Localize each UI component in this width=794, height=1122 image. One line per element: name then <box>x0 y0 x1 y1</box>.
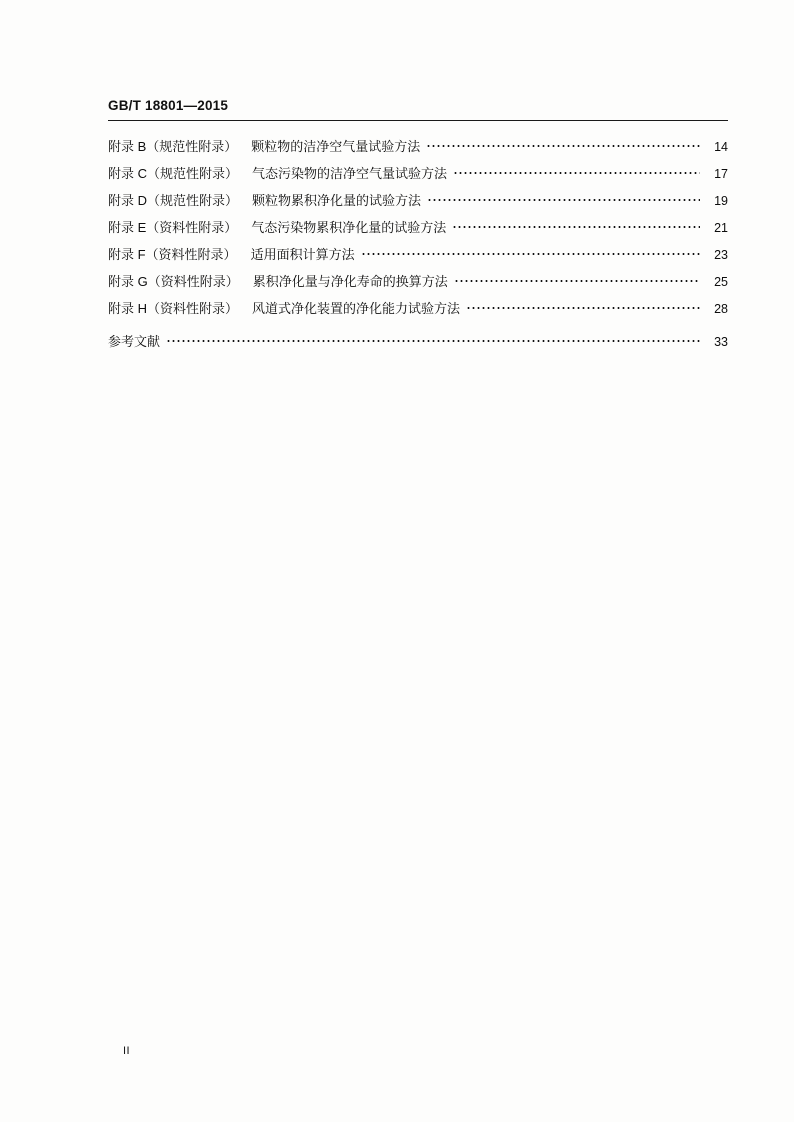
toc-entry-page: 17 <box>714 167 728 181</box>
toc-entry[interactable] <box>108 163 728 190</box>
toc-entry-page: 28 <box>714 302 728 316</box>
toc-entry-title: 气态污染物累积净化量的试验方法 <box>251 220 447 235</box>
toc-entry-page: 14 <box>714 140 728 154</box>
toc-entry-label: 附录 E（资料性附录） <box>108 220 238 235</box>
toc-entry-references[interactable] <box>108 331 728 358</box>
toc-entry-label: 附录 G（资料性附录） <box>108 274 239 289</box>
toc-entry-title: 颗粒物的洁净空气量试验方法 <box>251 139 421 154</box>
toc-entry[interactable] <box>108 298 728 325</box>
toc-leader-dots <box>454 273 700 286</box>
toc-leader-dots <box>361 246 700 259</box>
toc-entry[interactable] <box>108 217 728 244</box>
toc-entry-label: 附录 H（资料性附录） <box>108 301 239 316</box>
toc-leader-dots <box>426 138 700 151</box>
toc-leader-dots <box>466 300 700 313</box>
toc-entry[interactable] <box>108 271 728 298</box>
toc-entry-page: 25 <box>714 275 728 289</box>
page-header-standard-number: GB/T 18801—2015 <box>108 98 229 113</box>
page-number-footer: II <box>123 1045 131 1057</box>
toc-entry-label: 参考文献 <box>108 334 161 349</box>
toc-entry-title: 适用面积计算方法 <box>250 247 355 262</box>
toc-entry-page: 21 <box>714 221 728 235</box>
toc-entry-label: 附录 B（规范性附录） <box>108 139 238 154</box>
toc-leader-dots <box>166 333 700 346</box>
toc-entry-label: 附录 D（规范性附录） <box>108 193 239 208</box>
toc-leader-dots <box>427 192 700 205</box>
toc-entry[interactable] <box>108 136 728 163</box>
toc-entry-page: 33 <box>714 335 728 349</box>
table-of-contents <box>108 136 728 358</box>
header-divider <box>108 120 728 121</box>
toc-entry[interactable] <box>108 190 728 217</box>
toc-entry-title: 颗粒物累积净化量的试验方法 <box>252 193 422 208</box>
toc-leader-dots <box>453 165 700 178</box>
toc-entry-page: 19 <box>714 194 728 208</box>
toc-entry-label: 附录 F（资料性附录） <box>108 247 237 262</box>
toc-leader-dots <box>452 219 700 232</box>
toc-entry[interactable] <box>108 244 728 271</box>
toc-entry-title: 气态污染物的洁净空气量试验方法 <box>252 166 448 181</box>
toc-entry-label: 附录 C（规范性附录） <box>108 166 239 181</box>
toc-entry-page: 23 <box>714 248 728 262</box>
toc-entry-title: 风道式净化装置的净化能力试验方法 <box>252 301 461 316</box>
toc-entry-title: 累积净化量与净化寿命的换算方法 <box>252 274 448 289</box>
